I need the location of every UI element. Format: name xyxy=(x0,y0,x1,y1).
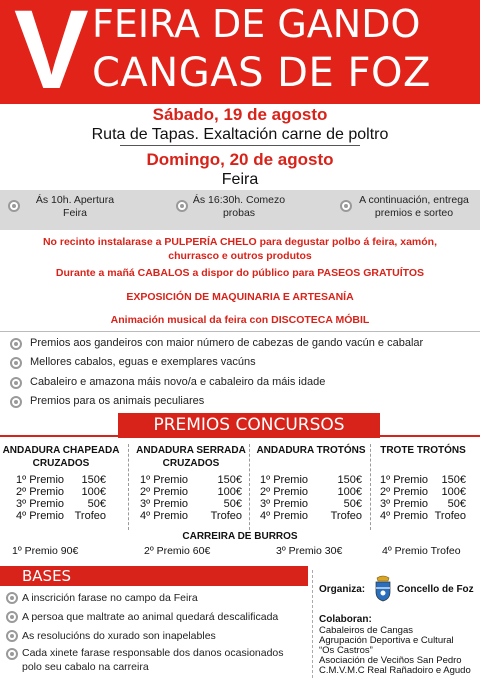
burro-prize: 2º Premio 60€ xyxy=(144,545,211,557)
burro-prize: 1º Premio 90€ xyxy=(12,545,79,557)
organizer-name: Concello de Foz xyxy=(397,584,474,595)
prize-row: 3º Premio 50€ xyxy=(140,498,242,510)
prize-row: 3º Premio 50€ xyxy=(260,498,362,510)
organizer-box xyxy=(312,570,480,678)
collaborator: Cabaleiros de Cangas xyxy=(319,625,414,636)
sunday-date: Domingo, 20 de agosto xyxy=(146,150,334,169)
category-serrada xyxy=(132,444,250,522)
bases-title: BASES xyxy=(0,566,308,586)
highlight-pulperia-cont: churrasco e outros produtos xyxy=(168,250,312,262)
circle-bullet-icon xyxy=(10,357,22,369)
highlight-cabalos: Durante a mañá CABALOS a dispor do público para PASEOS GRATUÍTOS xyxy=(55,267,425,279)
base-rule: A persoa que maltrate ao animal quedará descalificada xyxy=(22,611,279,623)
prize-row: 2º Premio 100€ xyxy=(260,486,362,498)
circle-bullet-icon xyxy=(6,630,18,642)
sunday-event: Feira xyxy=(221,171,259,188)
burros-heading: CARREIRA DE BURROS xyxy=(182,531,298,542)
schedule-item: Ás 10h. Apertura Feira xyxy=(35,194,115,219)
saturday-date: Sábado, 19 de agosto xyxy=(152,105,328,124)
category-trotons xyxy=(252,444,370,522)
prize-row: 3º Premio 50€ xyxy=(380,498,466,510)
prize-row: 1º Premio 150€ xyxy=(260,474,362,486)
column-separator xyxy=(128,444,129,530)
circle-bullet-icon xyxy=(10,377,22,389)
burro-prize: 3º Premio 30€ xyxy=(276,545,343,557)
edition-numeral: V xyxy=(14,0,87,112)
schedule-band xyxy=(0,190,480,230)
column-separator xyxy=(249,444,250,530)
base-rule: A inscrición farase no campo da Feira xyxy=(22,592,198,604)
poster-header xyxy=(0,0,480,112)
burro-prize: 4º Premio Trofeo xyxy=(382,545,461,557)
prize-row: 2º Premio 100€ xyxy=(140,486,242,498)
prize-row: 2º Premio 100€ xyxy=(16,486,106,498)
date-divider xyxy=(120,145,360,146)
collaborator: C.M.V.M.C Real Rañadoiro e Agudo xyxy=(319,665,471,676)
prize-row: 4º Premio Trofeo xyxy=(260,510,362,522)
prize-list-item: Premios para os animais peculiares xyxy=(30,395,205,407)
prize-list-item: Premios aos gandeiros con maior número de cabezas de gando vacún e cabalar xyxy=(30,337,424,349)
schedule-item: Ás 16:30h. Comezo probas xyxy=(192,194,286,219)
section-divider xyxy=(0,331,480,332)
prize-list-item: Cabaleiro e amazona máis novo/a e cabaleiro da máis idade xyxy=(30,376,326,388)
prize-list-item: Mellores cabalos, eguas e exemplares vacúns xyxy=(30,356,256,368)
category-heading: TROTE TROTÓNS xyxy=(380,445,466,456)
category-heading: ANDADURA CHAPEADA CRUZADOS xyxy=(2,445,120,469)
prize-row: 1º Premio 150€ xyxy=(380,474,466,486)
category-trote xyxy=(368,444,478,522)
category-chapeada xyxy=(2,444,120,522)
premios-title: PREMIOS CONCURSOS xyxy=(118,413,380,438)
highlight-pulperia: No recinto instalarase a PULPERÍA CHELO para degustar polbo á feira, xamón, xyxy=(42,236,438,248)
circle-bullet-icon xyxy=(10,338,22,350)
highlight-musica: Animación musical da feira con DISCOTECA MÓBIL xyxy=(110,314,370,326)
highlight-exposicion: EXPOSICIÓN DE MAQUINARIA E ARTESANÍA xyxy=(126,291,354,303)
base-rule: As resolucións do xurado son inapelables xyxy=(22,630,216,642)
circle-bullet-icon xyxy=(6,648,18,660)
banner-rule-left xyxy=(0,435,118,437)
circle-bullet-icon xyxy=(10,396,22,408)
collaborator: “Os Castros” xyxy=(319,645,373,656)
coat-of-arms-icon xyxy=(373,574,393,602)
base-rule: Cada xinete farase responsable dos danos ocasionados xyxy=(22,647,284,659)
circle-bullet-icon xyxy=(6,611,18,623)
poster-title-line2: CANGAS DE FOZ xyxy=(92,50,431,96)
category-heading: ANDADURA TROTÓNS xyxy=(256,445,366,456)
prize-row: 1º Premio 150€ xyxy=(140,474,242,486)
prize-row: 3º Premio 50€ xyxy=(16,498,106,510)
collaborator: Asociación de Veciños San Pedro xyxy=(319,655,462,666)
prize-row: 4º Premio Trofeo xyxy=(140,510,242,522)
saturday-event: Ruta de Tapas. Exaltación carne de poltro xyxy=(91,126,389,143)
poster-title-line1: FEIRA DE GANDO xyxy=(92,2,421,46)
prize-row: 2º Premio 100€ xyxy=(380,486,466,498)
circle-bullet-icon xyxy=(8,200,20,212)
organizer-label: Organiza: xyxy=(319,584,366,595)
collaborator: Agrupación Deportiva e Cultural xyxy=(319,635,454,646)
prize-row: 1º Premio 150€ xyxy=(16,474,106,486)
schedule-item: A continuación, entrega premios e sorteo xyxy=(359,194,469,219)
collaborators-label: Colaboran: xyxy=(319,614,372,625)
banner-rule-right xyxy=(380,435,480,437)
circle-bullet-icon xyxy=(6,592,18,604)
prize-row: 4º Premio Trofeo xyxy=(16,510,106,522)
prize-row: 4º Premio Trofeo xyxy=(380,510,466,522)
base-rule-cont: polo seu cabalo na carreira xyxy=(22,661,149,673)
category-heading: ANDADURA SERRADA CRUZADOS xyxy=(136,445,246,469)
